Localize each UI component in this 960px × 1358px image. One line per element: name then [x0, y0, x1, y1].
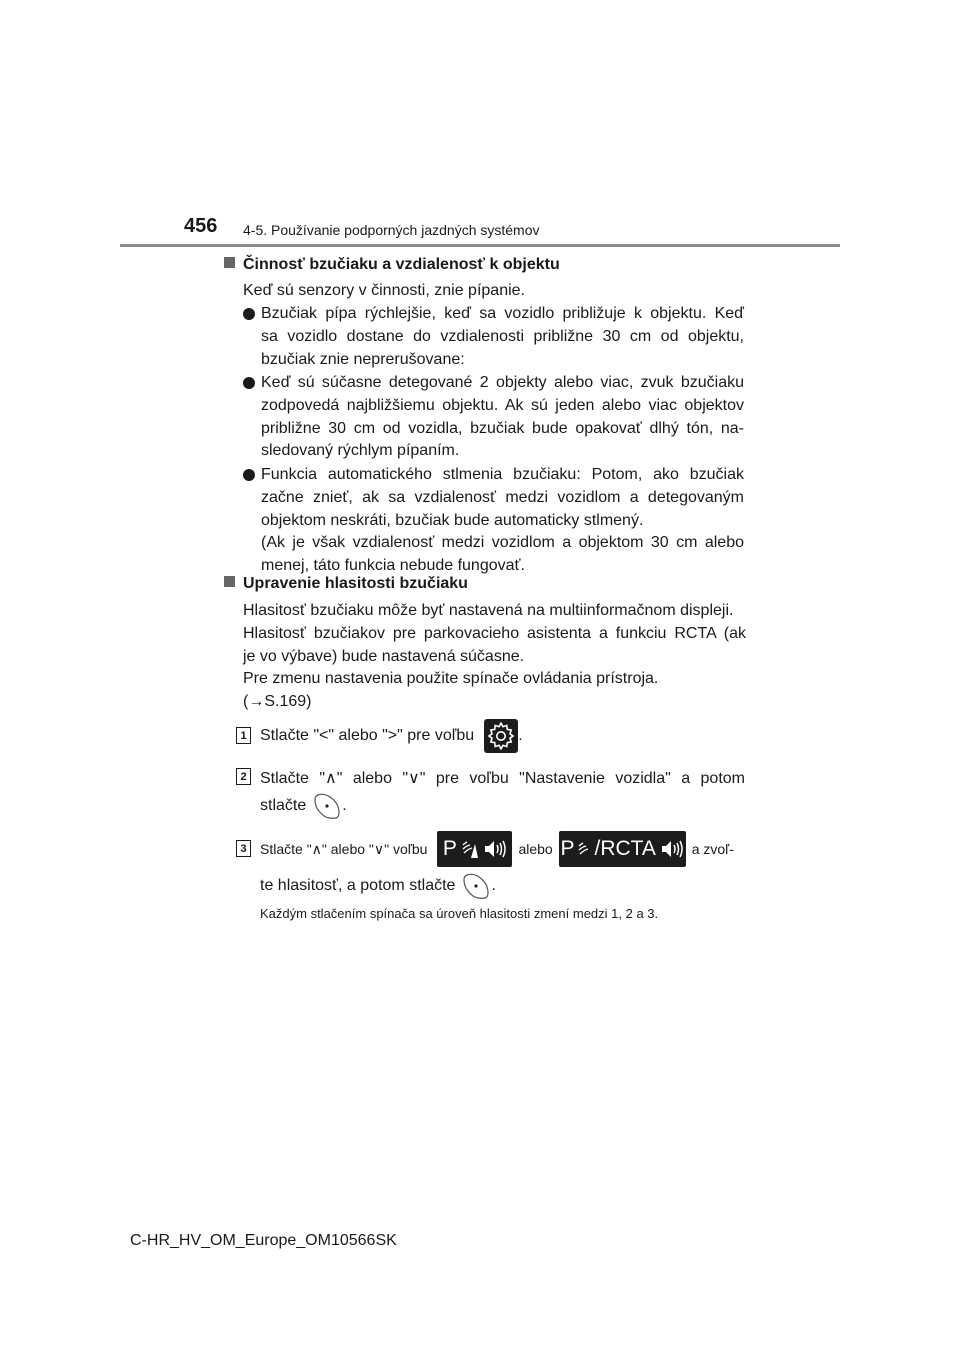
settings-gear-icon	[484, 719, 518, 753]
document-footer-code: C-HR_HV_OM_Europe_OM10566SK	[130, 1232, 397, 1249]
step-3-note: Každým stlačením spínača sa úroveň hlasitosti zmení medzi 1, 2 a 3.	[260, 906, 659, 921]
sensor-wave-icon	[578, 838, 590, 860]
step-number-badge: 1	[236, 727, 251, 744]
chapter-title: 4-5. Používanie podporných jazdných systémov	[243, 222, 540, 238]
step-3-line-2: te hlasitosť, a potom stlačte .	[260, 870, 496, 902]
enter-button-icon	[461, 871, 491, 901]
step-number-badge: 2	[236, 768, 251, 785]
section-heading-buzzer: Činnosť bzučiaku a vzdialenosť k objektu	[224, 256, 560, 274]
bullet-icon	[243, 377, 255, 389]
step-number-badge: 3	[236, 840, 251, 857]
page-number: 456	[184, 215, 218, 237]
list-item: Keď sú súčasne detegované 2 objekty alebo viac, zvuk bzučiaku zodpovedá najbližšiemu objektu. Ak sú jeden alebo viac objektov približne 30 cm od vozidla, bzučiak bude opakovať dlhý tón, na- sledovaný rýchlym pípaním.	[261, 372, 744, 463]
step-1: Stlačte "<" alebo ">" pre voľbu .	[260, 717, 523, 755]
section2-body: Hlasitosť bzučiaku môže byť nastavená na multiinformačnom displeji. Hlasitosť bzučiakov pre parkovacieho asistenta a funkciu RCTA (ak je vo výbave) bude nastavená súčasne. Pre zmenu nastavenia použite spínače ovládania prístroja. (→S.169)	[243, 602, 746, 711]
section1-intro: Keď sú senzory v činnosti, znie pípanie.	[243, 282, 525, 299]
step-3-line-1: Stlačte "∧" alebo "∨" voľbu P alebo P /RCTA a zvoľ-	[260, 830, 734, 868]
bullet-icon	[243, 308, 255, 320]
parking-rcta-volume-button: P /RCTA	[559, 831, 686, 867]
speaker-icon	[660, 838, 684, 860]
sensor-wave-icon	[461, 838, 479, 860]
bullet-icon	[243, 469, 255, 481]
header-divider	[120, 244, 840, 247]
enter-button-icon	[312, 791, 342, 821]
square-bullet-icon	[224, 576, 235, 587]
list-item: Bzučiak pípa rýchlejšie, keď sa vozidlo približuje k objektu. Keď sa vozidlo dostane do vzdialenosti približne 30 cm od objektu, bzučiak znie neprerušovane:	[261, 303, 744, 371]
square-bullet-icon	[224, 257, 235, 268]
step-2-line-2: stlačte .	[260, 790, 347, 822]
section-heading-volume: Upravenie hlasitosti bzučiaku	[224, 575, 468, 593]
speaker-icon	[483, 838, 507, 860]
step-2-line-1: Stlačte "∧" alebo "∨" pre voľbu "Nastavenie vozidla" a potom	[260, 770, 745, 787]
parking-sensor-volume-button: P	[437, 831, 512, 867]
list-item: Funkcia automatického stlmenia bzučiaku: Potom, ako bzučiak začne znieť, ak sa vzdialenosť medzi vozidlom a detegovaným objektom neskráti, bzučiak bude automaticky stlmený. (Ak je však vzdialenosť medzi vozidlom a objektom 30 cm alebo menej, táto funkcia nebude fungovať.	[261, 464, 744, 578]
